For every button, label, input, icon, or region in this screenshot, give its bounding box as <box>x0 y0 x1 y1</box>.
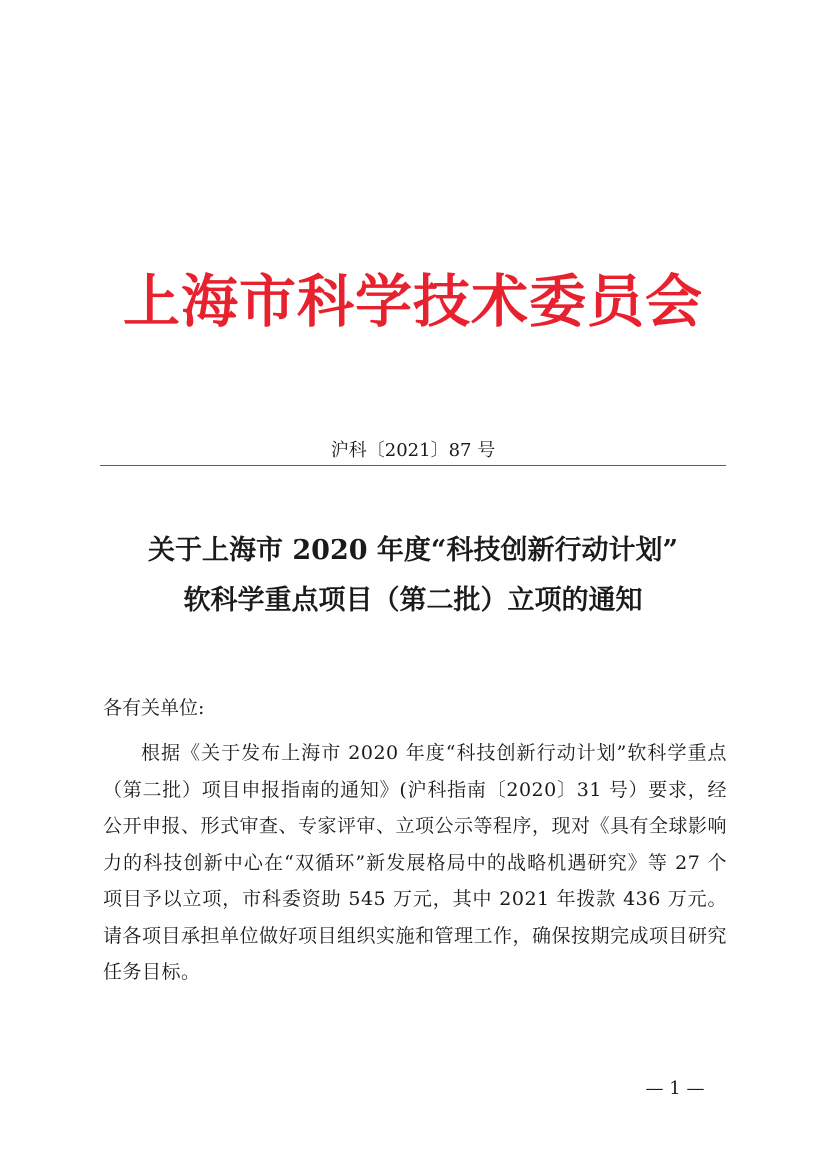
body-paragraph: 根据《关于发布上海市 2020 年度“科技创新行动计划”软科学重点（第二批）项目申报指南的通知》(沪科指南〔2020〕31 号）要求，经公开申报、形式审查、专家评审、立项公示等程序，现对《具有全球影响力的科技创新中心在“双循环”新发展格局中的战略机遇研究》等 27 个项目予以立项，市科委资助 545 万元，其中 2021 年拨款 436 万元。请各项目承担单位做好项目组织实施和管理工作，确保按期完成项目研究任务目标。 <box>103 742 728 983</box>
document-title-line-2: 软科学重点项目（第二批）立项的通知 <box>183 585 643 616</box>
document-number: 沪科〔2021〕87 号 <box>330 440 496 461</box>
header-divider-line <box>100 465 726 466</box>
document-title-line-1: 关于上海市 2020 年度“科技创新行动计划” <box>147 535 678 566</box>
page-number: — 1 — <box>645 1078 705 1099</box>
issuing-organization-header: 上海市科学技术委员会 <box>123 268 703 335</box>
salutation: 各有关单位: <box>103 697 205 719</box>
document-title <box>0 526 826 626</box>
